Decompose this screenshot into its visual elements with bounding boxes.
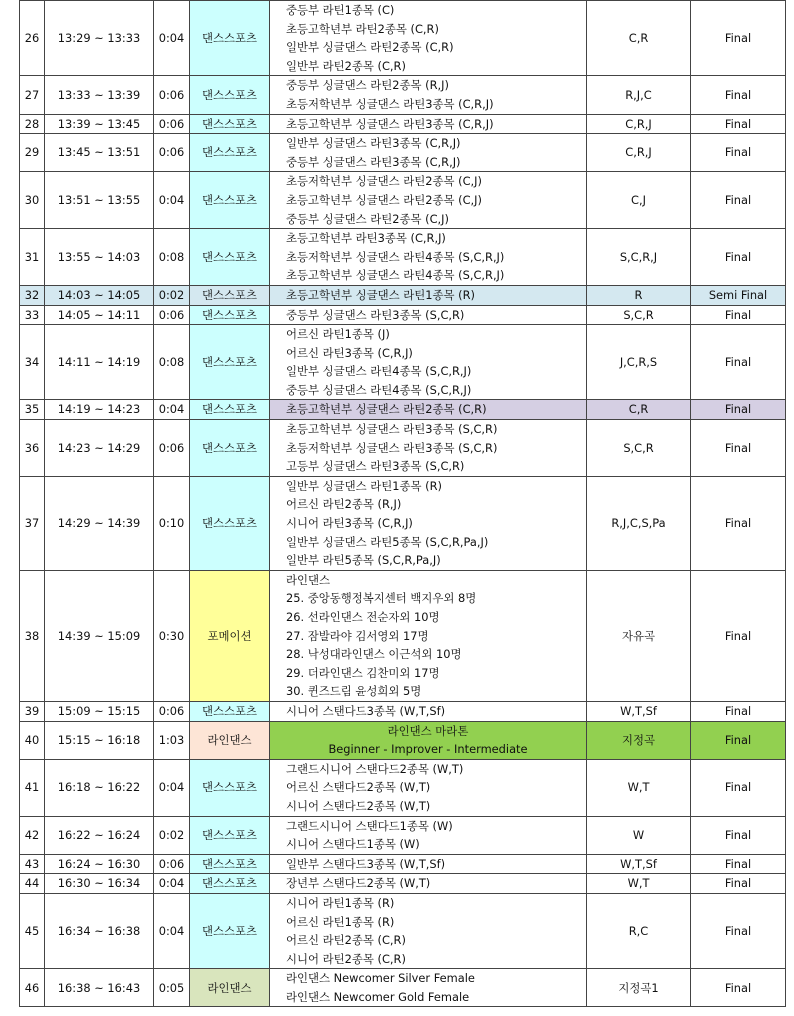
schedule-row — [20, 134, 786, 172]
event-item: 중등부 싱글댄스 라틴2종목 (C,J) — [286, 211, 449, 226]
event-number: 39 — [20, 701, 45, 721]
round-label: Final — [691, 816, 786, 854]
duration: 0:04 — [154, 400, 190, 420]
event-list — [270, 134, 587, 172]
dance-codes: R,C — [587, 893, 691, 968]
dance-codes: 지정곡1 — [587, 969, 691, 1007]
dance-codes: R,J,C — [587, 76, 691, 114]
category: 댄스스포츠 — [190, 701, 270, 721]
round-label: Final — [691, 172, 786, 229]
event-item: 초등고학년부 싱글댄스 라틴3종목 (S,C,R) — [286, 422, 498, 437]
event-item: 초등고학년부 싱글댄스 라틴4종목 (S,C,R,J) — [286, 268, 505, 283]
event-item: 어르신 라틴1종목 (J) — [286, 327, 390, 342]
duration: 0:06 — [154, 305, 190, 325]
round-label: Final — [691, 759, 786, 816]
schedule-row — [20, 893, 786, 968]
event-item: 중등부 라틴1종목 (C) — [286, 3, 395, 17]
event-item: 초등고학년부 싱글댄스 라틴1종목 (R) — [286, 287, 475, 302]
event-number: 26 — [20, 1, 45, 76]
schedule-row — [20, 476, 786, 570]
duration: 0:04 — [154, 874, 190, 894]
event-list — [270, 874, 587, 894]
time-range: 16:38 ~ 16:43 — [45, 969, 154, 1007]
event-item: 28. 낙성대라인댄스 이근석외 10명 — [286, 647, 462, 662]
schedule-row — [20, 874, 786, 894]
event-item: 초등저학년부 싱글댄스 라틴3종목 (C,R,J) — [286, 96, 494, 111]
time-range: 15:09 ~ 15:15 — [45, 701, 154, 721]
event-list — [270, 721, 587, 759]
event-item: 라인댄스 Newcomer Gold Female — [286, 989, 470, 1004]
event-item: 중등부 싱글댄스 라틴3종목 (S,C,R) — [286, 307, 465, 322]
duration: 0:30 — [154, 570, 190, 701]
time-range: 13:51 ~ 13:55 — [45, 172, 154, 229]
event-item: 시니어 라틴1종목 (R) — [286, 895, 395, 910]
event-item: 중등부 싱글댄스 라틴3종목 (C,R,J) — [286, 154, 461, 169]
schedule-row — [20, 721, 786, 759]
event-item: 일반부 스탠다드3종목 (W,T,Sf) — [286, 856, 446, 871]
event-number: 28 — [20, 114, 45, 134]
event-item: 초등고학년부 싱글댄스 라틴2종목 (C,J) — [286, 192, 482, 207]
event-item: 중등부 싱글댄스 라틴4종목 (S,C,R,J) — [286, 382, 472, 397]
dance-codes: W,T — [587, 759, 691, 816]
dance-codes: C,J — [587, 172, 691, 229]
time-range: 13:33 ~ 13:39 — [45, 76, 154, 114]
category: 댄스스포츠 — [190, 305, 270, 325]
event-item: 27. 잠발라야 김서영외 17명 — [286, 628, 429, 643]
duration: 0:04 — [154, 893, 190, 968]
time-range: 14:39 ~ 15:09 — [45, 570, 154, 701]
duration: 0:06 — [154, 114, 190, 134]
event-item: 어르신 라틴2종목 (R,J) — [286, 497, 402, 512]
time-range: 16:22 ~ 16:24 — [45, 816, 154, 854]
event-list — [270, 476, 587, 570]
duration: 0:06 — [154, 134, 190, 172]
event-item: 시니어 스탠다드1종목 (W) — [286, 837, 420, 852]
event-list — [270, 969, 587, 1007]
schedule-table — [19, 0, 786, 1007]
event-item: 시니어 라틴3종목 (C,R,J) — [286, 516, 413, 531]
round-label: Final — [691, 420, 786, 477]
time-range: 14:19 ~ 14:23 — [45, 400, 154, 420]
category: 댄스스포츠 — [190, 759, 270, 816]
round-label: Final — [691, 76, 786, 114]
schedule-row — [20, 325, 786, 400]
dance-codes: S,C,R — [587, 420, 691, 477]
duration: 0:02 — [154, 285, 190, 305]
event-item: 라인댄스 — [286, 572, 331, 587]
duration: 0:06 — [154, 420, 190, 477]
event-item: 일반부 싱글댄스 라틴5종목 (S,C,R,Pa,J) — [286, 534, 489, 549]
event-number: 43 — [20, 854, 45, 874]
event-item: 25. 중앙동행정복지센터 백지우외 8명 — [286, 591, 477, 606]
event-list — [270, 1, 587, 76]
event-item: 어르신 라틴1종목 (R) — [286, 914, 395, 929]
event-list — [270, 570, 587, 701]
event-list — [270, 285, 587, 305]
category: 댄스스포츠 — [190, 816, 270, 854]
event-number: 29 — [20, 134, 45, 172]
duration: 0:04 — [154, 759, 190, 816]
event-number: 33 — [20, 305, 45, 325]
event-number: 40 — [20, 721, 45, 759]
duration: 0:06 — [154, 76, 190, 114]
dance-codes: S,C,R — [587, 305, 691, 325]
category: 댄스스포츠 — [190, 420, 270, 477]
event-number: 30 — [20, 172, 45, 229]
event-item: 그랜드시니어 스탠다드1종목 (W) — [286, 818, 453, 833]
time-range: 16:30 ~ 16:34 — [45, 874, 154, 894]
event-number: 42 — [20, 816, 45, 854]
dance-codes: W,T — [587, 874, 691, 894]
event-number: 46 — [20, 969, 45, 1007]
round-label: Final — [691, 721, 786, 759]
schedule-row — [20, 759, 786, 816]
event-item: 30. 퀸즈드림 윤성희외 5명 — [286, 684, 422, 699]
dance-codes: W — [587, 816, 691, 854]
round-label: Final — [691, 305, 786, 325]
event-item: 어르신 라틴3종목 (C,R,J) — [286, 345, 413, 360]
duration: 0:02 — [154, 816, 190, 854]
round-label: Final — [691, 854, 786, 874]
dance-codes: C,R — [587, 1, 691, 76]
schedule-row — [20, 285, 786, 305]
dance-codes: R,J,C,S,Pa — [587, 476, 691, 570]
duration: 0:04 — [154, 172, 190, 229]
time-range: 14:03 ~ 14:05 — [45, 285, 154, 305]
event-item: 시니어 라틴2종목 (C,R) — [286, 951, 406, 966]
round-label: Final — [691, 701, 786, 721]
category: 댄스스포츠 — [190, 476, 270, 570]
category: 댄스스포츠 — [190, 325, 270, 400]
event-item: 일반부 싱글댄스 라틴2종목 (C,R) — [286, 40, 454, 55]
dance-codes: S,C,R,J — [587, 229, 691, 286]
schedule-row — [20, 114, 786, 134]
category: 댄스스포츠 — [190, 874, 270, 894]
event-number: 41 — [20, 759, 45, 816]
event-item: 초등고학년부 라틴3종목 (C,R,J) — [286, 231, 446, 246]
event-item: 라인댄스 마라톤 — [387, 723, 469, 738]
schedule-row — [20, 172, 786, 229]
round-label: Final — [691, 476, 786, 570]
event-list — [270, 229, 587, 286]
event-item: 일반부 라틴2종목 (C,R) — [286, 58, 406, 73]
duration: 0:05 — [154, 969, 190, 1007]
dance-codes: J,C,R,S — [587, 325, 691, 400]
event-list — [270, 325, 587, 400]
time-range: 13:45 ~ 13:51 — [45, 134, 154, 172]
schedule-row — [20, 1, 786, 76]
event-item: 일반부 라틴5종목 (S,C,R,Pa,J) — [286, 553, 441, 568]
round-label: Final — [691, 874, 786, 894]
category: 라인댄스 — [190, 969, 270, 1007]
event-item: 어르신 라틴2종목 (C,R) — [286, 933, 406, 948]
event-list — [270, 420, 587, 477]
event-item: 초등고학년부 라틴2종목 (C,R) — [286, 21, 439, 36]
event-list — [270, 893, 587, 968]
category: 댄스스포츠 — [190, 172, 270, 229]
category: 댄스스포츠 — [190, 854, 270, 874]
time-range: 13:39 ~ 13:45 — [45, 114, 154, 134]
event-number: 36 — [20, 420, 45, 477]
schedule-row — [20, 570, 786, 701]
duration: 0:06 — [154, 854, 190, 874]
duration: 0:08 — [154, 325, 190, 400]
round-label: Final — [691, 570, 786, 701]
event-list — [270, 759, 587, 816]
time-range: 14:05 ~ 14:11 — [45, 305, 154, 325]
time-range: 16:18 ~ 16:22 — [45, 759, 154, 816]
event-number: 37 — [20, 476, 45, 570]
schedule-row — [20, 854, 786, 874]
round-label: Final — [691, 1, 786, 76]
category: 댄스스포츠 — [190, 229, 270, 286]
round-label: Final — [691, 969, 786, 1007]
time-range: 14:23 ~ 14:29 — [45, 420, 154, 477]
event-list — [270, 701, 587, 721]
event-item: 초등저학년부 싱글댄스 라틴3종목 (S,C,R) — [286, 440, 498, 455]
event-list — [270, 76, 587, 114]
round-label: Final — [691, 134, 786, 172]
category: 라인댄스 — [190, 721, 270, 759]
schedule-row — [20, 701, 786, 721]
time-range: 13:29 ~ 13:33 — [45, 1, 154, 76]
round-label: Final — [691, 229, 786, 286]
dance-codes: C,R,J — [587, 114, 691, 134]
event-item: 중등부 싱글댄스 라틴2종목 (R,J) — [286, 78, 449, 93]
category: 댄스스포츠 — [190, 1, 270, 76]
round-label: Final — [691, 893, 786, 968]
event-item: 일반부 싱글댄스 라틴1종목 (R) — [286, 478, 442, 493]
duration: 0:04 — [154, 1, 190, 76]
round-label: Semi Final — [691, 285, 786, 305]
time-range: 13:55 ~ 14:03 — [45, 229, 154, 286]
event-item: 장년부 스탠다드2종목 (W,T) — [286, 876, 431, 891]
dance-codes: 자유곡 — [587, 570, 691, 701]
schedule-row — [20, 420, 786, 477]
category: 댄스스포츠 — [190, 400, 270, 420]
event-number: 45 — [20, 893, 45, 968]
category: 댄스스포츠 — [190, 76, 270, 114]
category: 포메이션 — [190, 570, 270, 701]
round-label: Final — [691, 400, 786, 420]
event-list — [270, 172, 587, 229]
event-number: 44 — [20, 874, 45, 894]
time-range: 14:29 ~ 14:39 — [45, 476, 154, 570]
event-number: 35 — [20, 400, 45, 420]
category: 댄스스포츠 — [190, 114, 270, 134]
dance-codes: W,T,Sf — [587, 701, 691, 721]
event-number: 31 — [20, 229, 45, 286]
event-number: 38 — [20, 570, 45, 701]
event-item: Beginner - Improver - Intermediate — [328, 742, 528, 757]
time-range: 15:15 ~ 16:18 — [45, 721, 154, 759]
schedule-row — [20, 400, 786, 420]
duration: 0:06 — [154, 701, 190, 721]
schedule-row — [20, 76, 786, 114]
category: 댄스스포츠 — [190, 285, 270, 305]
event-item: 일반부 싱글댄스 라틴4종목 (S,C,R,J) — [286, 364, 472, 379]
schedule-row — [20, 305, 786, 325]
schedule-row — [20, 229, 786, 286]
event-item: 초등고학년부 싱글댄스 라틴3종목 (C,R,J) — [286, 116, 494, 131]
event-number: 27 — [20, 76, 45, 114]
event-item: 시니어 스탠다드3종목 (W,T,Sf) — [286, 703, 446, 718]
round-label: Final — [691, 325, 786, 400]
schedule-body — [20, 1, 786, 1007]
event-item: 일반부 싱글댄스 라틴3종목 (C,R,J) — [286, 136, 461, 151]
duration: 0:08 — [154, 229, 190, 286]
event-list — [270, 114, 587, 134]
schedule-row — [20, 816, 786, 854]
time-range: 14:11 ~ 14:19 — [45, 325, 154, 400]
event-list — [270, 854, 587, 874]
event-item: 고등부 싱글댄스 라틴3종목 (S,C,R) — [286, 459, 465, 474]
event-item: 초등저학년부 싱글댄스 라틴2종목 (C,J) — [286, 174, 482, 189]
round-label: Final — [691, 114, 786, 134]
schedule-row — [20, 969, 786, 1007]
dance-codes: C,R — [587, 400, 691, 420]
event-item: 초등저학년부 싱글댄스 라틴4종목 (S,C,R,J) — [286, 249, 505, 264]
event-item: 29. 더라인댄스 김찬미외 17명 — [286, 665, 440, 680]
event-item: 라인댄스 Newcomer Silver Female — [286, 971, 475, 986]
event-item: 시니어 스탠다드2종목 (W,T) — [286, 798, 431, 813]
duration: 1:03 — [154, 721, 190, 759]
category: 댄스스포츠 — [190, 893, 270, 968]
time-range: 16:24 ~ 16:30 — [45, 854, 154, 874]
event-number: 34 — [20, 325, 45, 400]
event-list — [270, 816, 587, 854]
duration: 0:10 — [154, 476, 190, 570]
event-number: 32 — [20, 285, 45, 305]
dance-codes: W,T,Sf — [587, 854, 691, 874]
dance-codes: C,R,J — [587, 134, 691, 172]
dance-codes: R — [587, 285, 691, 305]
dance-codes: 지정곡 — [587, 721, 691, 759]
event-list — [270, 400, 587, 420]
event-list — [270, 305, 587, 325]
event-item: 26. 선라인댄스 전순자외 10명 — [286, 610, 440, 624]
category: 댄스스포츠 — [190, 134, 270, 172]
time-range: 16:34 ~ 16:38 — [45, 893, 154, 968]
event-item: 어르신 스탠다드2종목 (W,T) — [286, 780, 431, 795]
event-item: 그랜드시니어 스탠다드2종목 (W,T) — [286, 761, 464, 776]
event-item: 초등고학년부 싱글댄스 라틴2종목 (C,R) — [286, 402, 487, 417]
